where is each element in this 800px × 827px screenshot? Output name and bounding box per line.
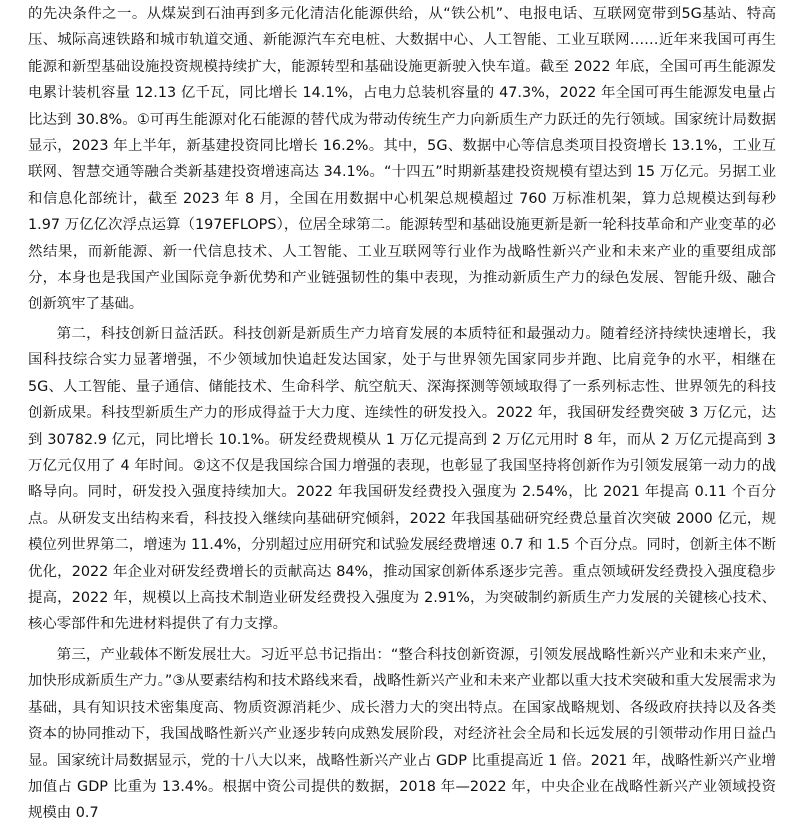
paragraph-industry-carriers: 第三，产业载体不断发展壮大。习近平总书记指出：“整合科技创新资源，引领发展战略性新兴产业和未来产业，加快形成新质生产力。”③从要素结构和技术路线来看，战略性新兴产业和未来产业都以重大技术突破和重大发展需求为基础，具有知识技术密集度高、物质资源消耗少、成长潜力大的突出特点。在国家战略规划、各级政府扶持以及各类资本的协同推动下，我国战略性新兴产业逐步转向成熟发展阶段，对经济社会全局和长远发展的引领带动作用日益凸显。国家统计局数据显示，党的十八大以来，战略性新兴产业占 GDP 比重提高近 1 倍。2021 年，战略性新兴产业增加值占 GDP 比重为 13.4%。根据中资公司提供的数据，2018 年—2022 年，中央企业在战略性新兴产业领域投资规模由 0.7 <box>28 647 776 822</box>
paragraph-energy-infrastructure: 的先决条件之一。从煤炭到石油再到多元化清洁化能源供给，从“铁公机”、电报电话、互联网宽带到5G基站、特高压、城际高速铁路和城市轨道交通、新能源汽车充电桩、大数据中心、人工智能、工业互联网……近年来我国可再生能源和新型基础设施投资规模持续扩大，能源转型和基础设施更新驶入快车道。截至 2022 年底，全国可再生能源发电累计装机容量 12.13 亿千瓦，同比增长 14.1%，占电力总装机容量的 47.3%，2022 年全国可再生能源发电量占比达到 30.8%。①可再生能源对化石能源的替代成为带动传统生产力向新质生产力跃迁的先行领域。国家统计局数据显示，2023 年上半年，新基建投资同比增长 16.2%。其中，5G、数据中心等信息类项目投资增长 13.1%，工业互联网、智慧交通等融合类新基建投资增速高达 34.1%。“十四五”时期新基建投资规模有望达到 15 万亿元。另据工业和信息化部统计，截至 2023 年 8 月，全国在用数据中心机架总规模超过 760 万标准机架，算力总规模达到每秒 1.97 万亿亿次浮点运算（197EFLOPS），位居全球第二。能源转型和基础设施更新是新一轮科技革命和产业变革的必然结果，而新能源、新一代信息技术、人工智能、工业互联网等行业作为战略性新兴产业和未来产业的重要组成部分，本身也是我国产业国际竞争新优势和产业链强韧性的集中表现，为推动新质生产力的绿色发展、智能升级、融合创新筑牢了基础。 <box>28 6 776 313</box>
paragraph-technology-innovation: 第二，科技创新日益活跃。科技创新是新质生产力培育发展的本质特征和最强动力。随着经济持续快速增长，我国科技综合实力显著增强，不少领域加快追赶发达国家，处于与世界领先国家同步并跑、比肩竞争的水平，相继在 5G、人工智能、量子通信、储能技术、生命科学、航空航天、深海探测等领域取得了一系列标志性、世界领先的科技创新成果。科技型新质生产力的形成得益于大力度、连续性的研发投入。2022 年，我国研发经费突破 3 万亿元，达到 30782.9 亿元，同比增长 10.1%。研发经费规模从 1 万亿元提高到 2 万亿元用时 8 年，而从 2 万亿元提高到 3 万亿元仅用了 4 年时间。②这不仅是我国综合国力增强的表现，也彰显了我国坚持将创新作为引领发展第一动力的战略导向。同时，研发投入强度持续加大。2022 年我国研发经费投入强度为 2.54%，比 2021 年提高 0.11 个百分点。从研发支出结构来看，科技投入继续向基础研究倾斜，2022 年我国基础研究经费总量首次突破 2000 亿元，规模位列世界第二，增速为 11.4%，分别超过应用研究和试验发展经费增速 0.7 和 1.5 个百分点。同时，创新主体不断优化，2022 年企业对研发经费增长的贡献高达 84%，推动国家创新体系逐步完善。重点领域研发经费投入强度稳步提高，2022 年，规模以上高技术制造业研发经费投入强度为 2.91%，为突破制约新质生产力发展的关键核心技术、核心零部件和先进材料提供了有力支撑。 <box>28 326 776 633</box>
